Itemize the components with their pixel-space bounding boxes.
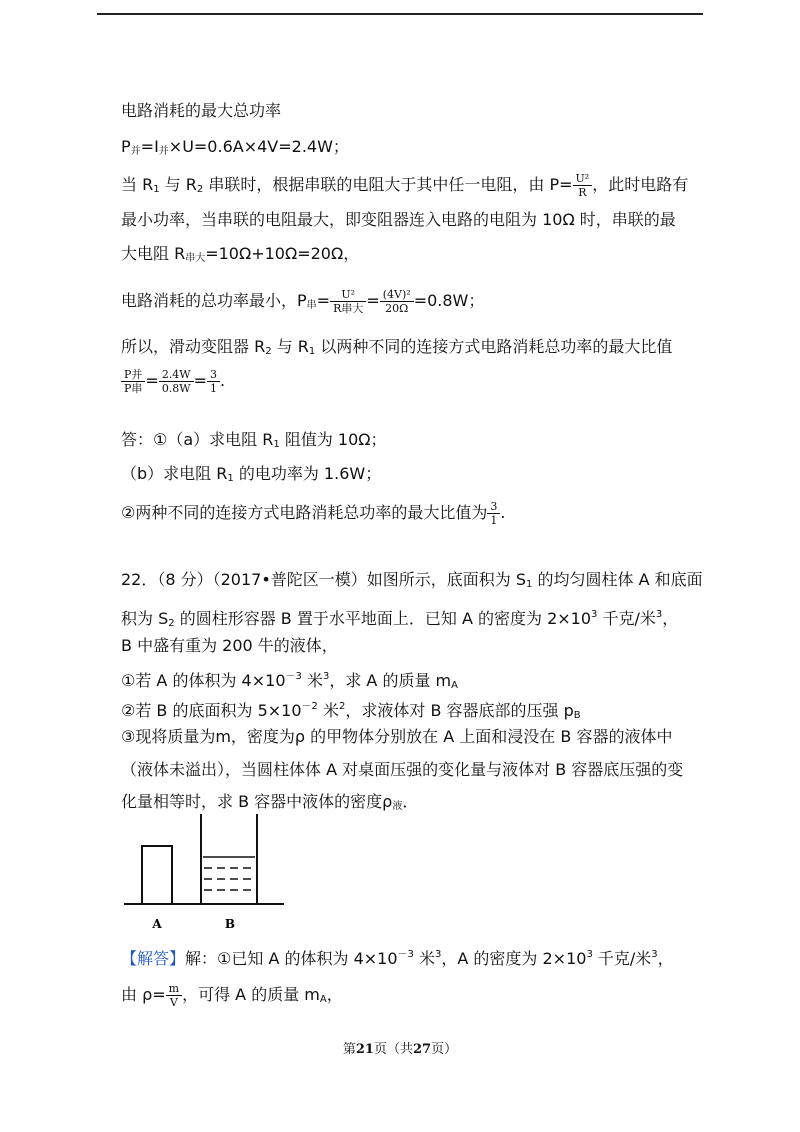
solution-line: 【解答】解：①已知 A 的体积为 $4\times 10^{-3}$ 米$^3$，A 的密度为 $2\times 10^3$ 千克/米$^3$，: [121, 949, 674, 968]
solution-line: 由 ρ= $\frac{m}{V}$ ，可得 A 的质量 $m_A$，: [121, 982, 343, 1009]
liquid: [203, 857, 255, 890]
text-line: 电路消耗的最大总功率: [121, 101, 282, 120]
physics-figure: [118, 810, 288, 935]
formula-fraction: $\frac{m}{V}$: [166, 982, 182, 1009]
formula-fraction: $\frac{\text{U²}}{R}$: [573, 172, 593, 199]
answer-tag: 【解答】: [121, 949, 186, 968]
question-line: ①若 A 的体积为 $4\times 10^{-3}$ 米$^3$，求 A 的质量 $m_A$: [121, 671, 458, 691]
question-line: ②若 B 的底面积为 $5\times 10^{-2}$ 米$^2$，求液体对 B 容器底部的压强 $p_B$: [121, 701, 581, 721]
question-line: （液体未溢出），当圆柱体体 A 对桌面压强的变化量与液体对 B 容器底压强的变: [121, 760, 684, 779]
question-line: 化量相等时，求 B 容器中液体的密度$\rho_液$．: [121, 792, 419, 812]
cylinder-a: [142, 846, 172, 904]
formula-fraction: $\frac{2.4W}{0.8W}$: [159, 368, 194, 395]
text-line: $P_并=I_并\times U=0.6A\times 4V=2.4W$；: [121, 137, 349, 157]
question-line: ③现将质量为m，密度为ρ 的甲物体分别放在 A 上面和浸没在 B 容器的液体中: [121, 727, 673, 746]
formula-fraction: $\frac{\text{P并}}{\text{P串}}$: [121, 368, 145, 395]
text-line: 当 $R_1$ 与 $R_2$ 串联时，根据串联的电阻大于其中任一电阻，由 P= $\frac{\text{U²}}{R}$ ，此时电路有: [121, 172, 689, 199]
text-line: （b）求电阻 $R_1$ 的电功率为 1.6W；: [121, 464, 382, 484]
question-line: 积为 $S_2$ 的圆柱形容器 B 置于水平地面上．已知 A 的密度为 $2\times 10^3$ 千克/米$^3$，: [121, 609, 679, 629]
formula-fraction: $\frac{3}{1}$: [487, 500, 500, 527]
text-line: 所以，滑动变阻器 $R_2$ 与 $R_1$ 以两种不同的连接方式电路消耗总功率的最大比值: [121, 337, 673, 357]
formula-fraction: $\frac{\text{(4V)²}}{20\Omega}$: [380, 288, 414, 315]
formula-fraction: $\frac{\text{U²}}{\text{R串大}}$: [330, 288, 366, 315]
question-line: B 中盛有重为 200 牛的液体，: [121, 636, 338, 655]
formula-fraction: $\frac{3}{1}$: [207, 368, 220, 395]
label-b: B: [224, 917, 236, 931]
label-a: A: [152, 917, 162, 931]
question-line: 22．（8 分）（2017•普陀区一模）如图所示，底面积为 $S_1$ 的均匀圆柱体 A 和底面: [121, 570, 703, 590]
text-line: 大电阻 $R_{串大}=10\Omega+10\Omega=20\Omega$，: [121, 244, 360, 264]
page-footer: 第21页（共27页）: [342, 1042, 458, 1057]
header-rule: [97, 13, 703, 15]
text-line: ②两种不同的连接方式电路消耗总功率的最大比值为 $\frac{3}{1}$ .: [121, 500, 506, 527]
text-line: 电路消耗的总功率最小，$P_串=$ $\frac{\text{U²}}{\text{R串大}}$ = $\frac{\text{(4V)²}}{20\Omega}$ =0.8W；: [121, 288, 485, 315]
text-line: 最小功率，当串联的电阻最大，即变阻器连入电路的电阻为 10Ω 时，串联的最: [121, 210, 676, 229]
text-line: $\frac{\text{P并}}{\text{P串}}$ = $\frac{2.4W}{0.8W}$ = $\frac{3}{1}$ .: [121, 368, 225, 395]
text-line: 答：①（a）求电阻 $R_1$ 阻值为 10Ω；: [121, 430, 387, 450]
